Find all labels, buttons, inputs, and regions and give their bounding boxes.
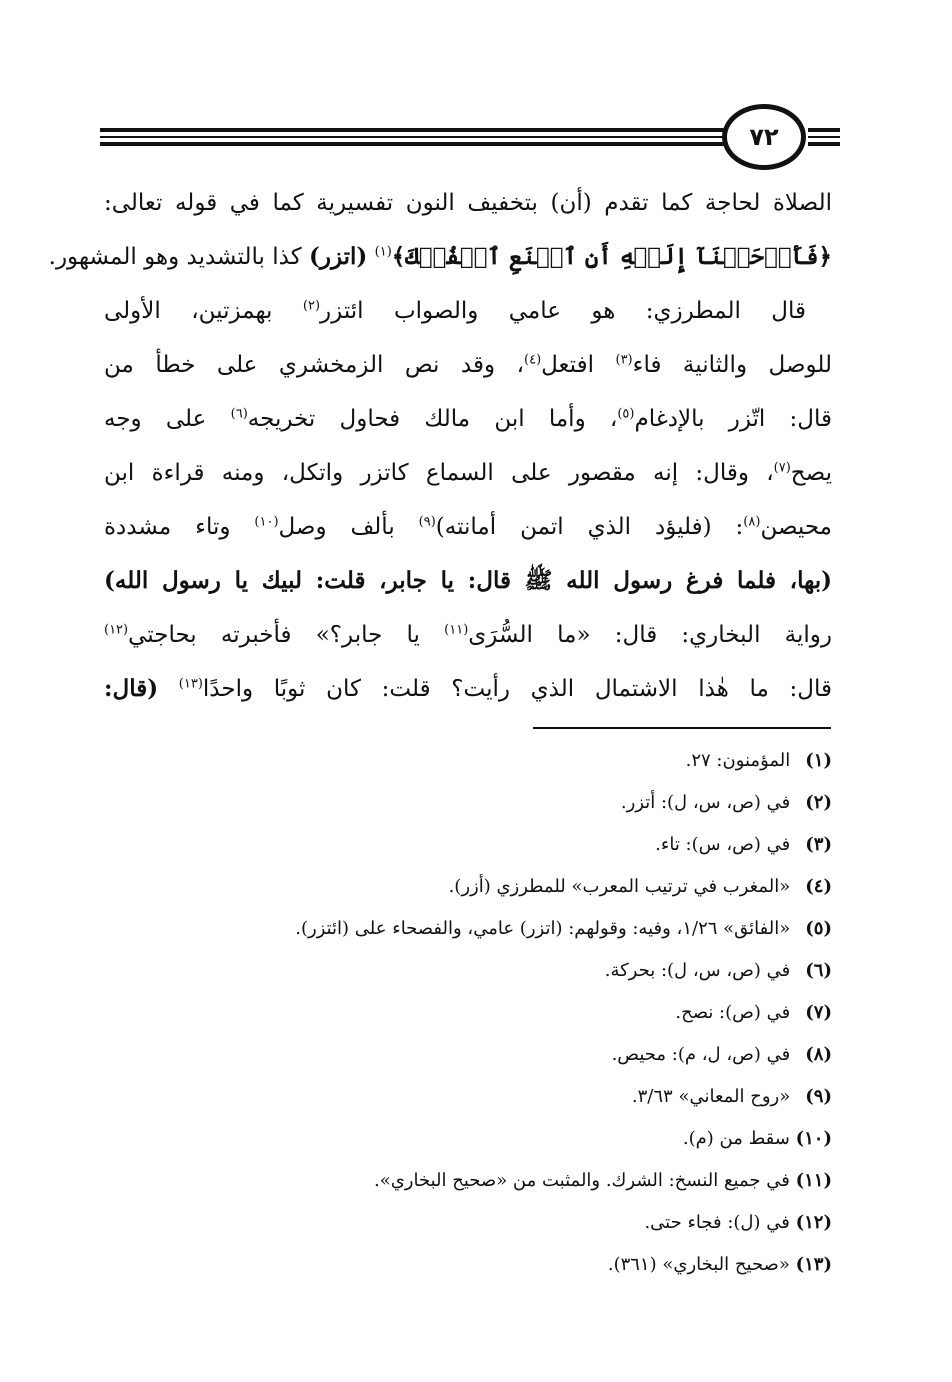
- footnote: (١) المؤمنون: ٢٧.: [685, 750, 832, 771]
- footnote: (١١) في جميع النسخ: الشرك. والمثبت من «صحيح البخاري».: [373, 1170, 832, 1191]
- footnote: (٩) «روح المعاني» ٣/٦٣.: [631, 1086, 832, 1107]
- footnote-ref: (١): [374, 244, 392, 260]
- main-text: [48, 176, 833, 716]
- footnote-ref: (١١): [444, 622, 469, 638]
- text-line-4: للوصل والثانية فاء$^{(٣)}$ افتعل$^{(٤)}$، وقد نص الزمخشري على خطأ من: [104, 352, 832, 378]
- footnote: (٧) في (ص): نصح.: [675, 1002, 832, 1023]
- text-line-5: قال: اتّزر بالإدغام$^{(٥)}$، وأما ابن مالك فحاول تخريجه$^{(٦)}$ على وجه: [104, 406, 833, 432]
- footnote: (١٣) «صحيح البخاري» (٣٦١).: [607, 1254, 832, 1275]
- header-rule-right-thin: [808, 136, 840, 138]
- footnote-separator: [533, 727, 831, 729]
- text-line-9: رواية البخاري: قال: «ما السُّرَى$^{(١١)}$ يا جابر؟» فأخبرته بحاجتي$^{(١٢)}$: [104, 622, 833, 648]
- footnote-ref: (١٠): [254, 514, 279, 530]
- text-line-7: محيصن$^{(٨)}$: (فليؤد الذي اتمن أمانته)$^{(٩)}$ بألف وصل$^{(١٠)}$ وتاء مشددة: [104, 514, 832, 540]
- text-line-3: قال المطرزي: هو عامي والصواب ائتزر$^{(٢)}$ بهمزتين، الأولى: [104, 298, 806, 324]
- footnote-ref: (٢): [302, 298, 321, 314]
- page-number: [722, 104, 806, 170]
- footnote: (٤) «المغرب في ترتيب المعرب» للمطرزي (أزر).: [448, 876, 832, 897]
- text-line-2: ﴿فَأَوۡحَيۡنَآ إِلَيۡهِ أَنِ ٱصۡنَعِ ٱلۡفُلۡكَ﴾$^{(١)}$ (اتزر) كذا بالتشديد وهو المشهور.: [48, 243, 832, 270]
- footnote-ref: (٤): [524, 352, 542, 368]
- footnote-ref: (٧): [773, 460, 791, 476]
- header-rule-thick-2: [100, 142, 728, 146]
- footnote-ref: (٨): [743, 514, 761, 530]
- text-line-1: الصلاة لحاجة كما تقدم (أن) بتخفيف النون تفسيرية كما في قوله تعالى:: [104, 190, 832, 216]
- footnote: (٥) «الفائق» ١/٢٦، وفيه: وقولهم: (اتزر) عامي، والفصحاء على (ائتزر).: [295, 918, 832, 939]
- footnote: (١٢) في (ل): فجاء حتى.: [644, 1212, 832, 1233]
- footnote-ref: (١٣): [178, 676, 203, 692]
- text-line-8: (بها، فلما فرغ رسول الله ﷺ قال: يا جابر، قلت: لبيك يا رسول الله): [104, 567, 832, 594]
- footnote: (٦) في (ص، س، ل): بحركة.: [604, 960, 832, 981]
- header-rule-thin: [100, 136, 728, 138]
- page-number-text: ٧٢: [749, 123, 779, 151]
- text-line-10: قال: ما هٰذا الاشتمال الذي رأيت؟ قلت: كان ثوبًا واحدًا$^{(١٣)}$ (قال:: [104, 675, 832, 702]
- footnote-ref: (٩): [418, 514, 436, 530]
- footnote-ref: (١٢): [104, 622, 129, 638]
- quran-verse: ﴿فَأَوۡحَيۡنَآ إِلَيۡهِ أَنِ ٱصۡنَعِ ٱلۡفُلۡكَ﴾: [391, 243, 832, 270]
- header-rule-right-2: [808, 142, 840, 146]
- footnote: (١٠) سقط من (م).: [682, 1128, 832, 1149]
- footnote-ref: (٣): [615, 352, 633, 368]
- footnote-ref: (٦): [230, 406, 248, 422]
- header-rule-right: [808, 128, 840, 132]
- text-line-6: يصح$^{(٧)}$، وقال: إنه مقصور على السماع كاتزر واتكل، ومنه قراءة ابن: [104, 460, 832, 486]
- footnote: (٨) في (ص، ل، م): محيص.: [611, 1044, 832, 1065]
- footnote-ref: (٥): [617, 406, 635, 422]
- page-header: [0, 0, 952, 170]
- footnotes: [104, 740, 832, 1286]
- footnote: (٣) في (ص، س): تاء.: [655, 834, 832, 855]
- header-rule-thick: [100, 128, 728, 132]
- footnote: (٢) في (ص، س، ل): أتزر.: [620, 792, 832, 813]
